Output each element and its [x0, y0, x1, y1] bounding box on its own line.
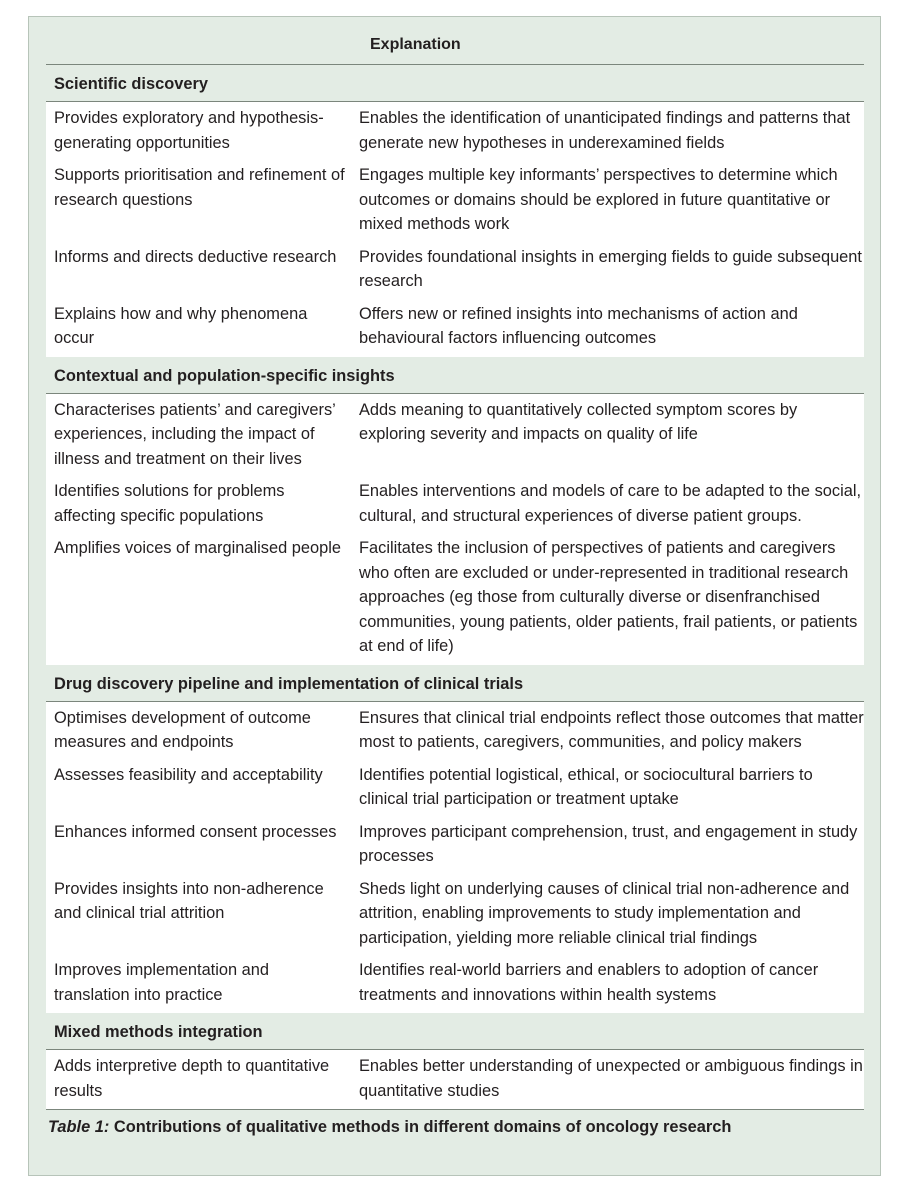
section-heading: Drug discovery pipeline and implementation of clinical trials [46, 665, 864, 702]
contribution-cell: Identifies solutions for problems affecting specific populations [54, 482, 285, 525]
explanation-cell: Enables the identification of unanticipated findings and patterns that generate new hypotheses in underexamined fields [359, 109, 851, 152]
table-row [46, 706, 864, 763]
explanation-cell: Sheds light on underlying causes of clinical trial non-adherence and attrition, enabling improvements to study implementation and participation, yielding more reliable clinical trial findings [359, 879, 850, 947]
section-heading: Contextual and population-specific insights [46, 357, 864, 394]
contribution-cell: Adds interpretive depth to quantitative results [54, 1057, 330, 1100]
explanation-cell: Enables interventions and models of care to be adapted to the social, cultural, and structural experiences of diverse patient groups. [359, 482, 862, 525]
contribution-cell: Informs and directs deductive research [54, 247, 337, 266]
contribution-cell: Amplifies voices of marginalised people [54, 539, 341, 557]
table-title: Contributions of qualitative methods in different domains of oncology research [113, 1118, 732, 1136]
table-row [46, 536, 864, 659]
contribution-cell: Explains how and why phenomena occur [54, 304, 308, 347]
table-panel [28, 16, 881, 1176]
table-row [46, 763, 864, 820]
section-rows [46, 394, 864, 665]
contribution-cell: Optimises development of outcome measures and endpoints [54, 708, 311, 751]
table-body [46, 65, 864, 1109]
explanation-cell: Identifies real-world barriers and enablers to adoption of cancer treatments and innovations within health systems [359, 961, 819, 1004]
explanation-cell: Offers new or refined insights into mechanisms of action and behavioural factors influencing outcomes [359, 304, 798, 347]
table-row [46, 958, 864, 1007]
section-rows [46, 702, 864, 1014]
table-row [46, 302, 864, 351]
contribution-cell: Characterises patients’ and caregivers’ experiences, including the impact of illness and treatment on their lives [54, 400, 336, 468]
section-rows [46, 102, 864, 357]
explanation-cell: Engages multiple key informants’ perspectives to determine which outcomes or domains should be explored in future quantitative or mixed methods work [359, 166, 838, 233]
contribution-cell: Provides insights into non-adherence and clinical trial attrition [54, 879, 324, 922]
table-caption [46, 1109, 864, 1137]
contribution-cell: Supports prioritisation and refinement of research questions [54, 166, 345, 209]
contribution-cell: Provides exploratory and hypothesis-generating opportunities [54, 109, 324, 152]
table-header [46, 17, 864, 65]
section-rows [46, 1050, 864, 1109]
explanation-column-header: Explanation [370, 36, 461, 53]
table-row [46, 106, 864, 163]
explanation-cell: Adds meaning to quantitatively collected symptom scores by exploring severity and impacts on quality of life [359, 400, 798, 443]
table-row [46, 245, 864, 302]
explanation-cell: Identifies potential logistical, ethical, or sociocultural barriers to clinical trial participation or treatment uptake [359, 765, 813, 808]
explanation-cell: Ensures that clinical trial endpoints reflect those outcomes that matter most to patients, caregivers, communities, and policy makers [359, 708, 864, 751]
table-number: Table 1: [48, 1118, 110, 1136]
table-row [46, 1054, 864, 1103]
contribution-cell: Improves implementation and translation into practice [54, 961, 270, 1004]
explanation-cell: Enables better understanding of unexpected or ambiguous findings in quantitative studies [359, 1057, 863, 1100]
explanation-cell: Improves participant comprehension, trust, and engagement in study processes [359, 822, 858, 865]
explanation-cell: Provides foundational insights in emerging fields to guide subsequent research [359, 247, 862, 290]
contribution-cell: Enhances informed consent processes [54, 822, 337, 841]
table-row [46, 820, 864, 877]
contribution-cell: Assesses feasibility and acceptability [54, 765, 323, 784]
table-row [46, 398, 864, 480]
explanation-cell: Facilitates the inclusion of perspectives of patients and caregivers who often are excluded or under-represented in traditional research approaches (eg those from culturally diverse or disenfranchised communities, young patients, older patients, frail patients, or patients at end of life) [359, 539, 858, 655]
table-row [46, 163, 864, 245]
table-row [46, 479, 864, 536]
section-heading: Mixed methods integration [46, 1013, 864, 1050]
section-heading: Scientific discovery [46, 65, 864, 102]
table [46, 17, 864, 1137]
table-row [46, 877, 864, 959]
